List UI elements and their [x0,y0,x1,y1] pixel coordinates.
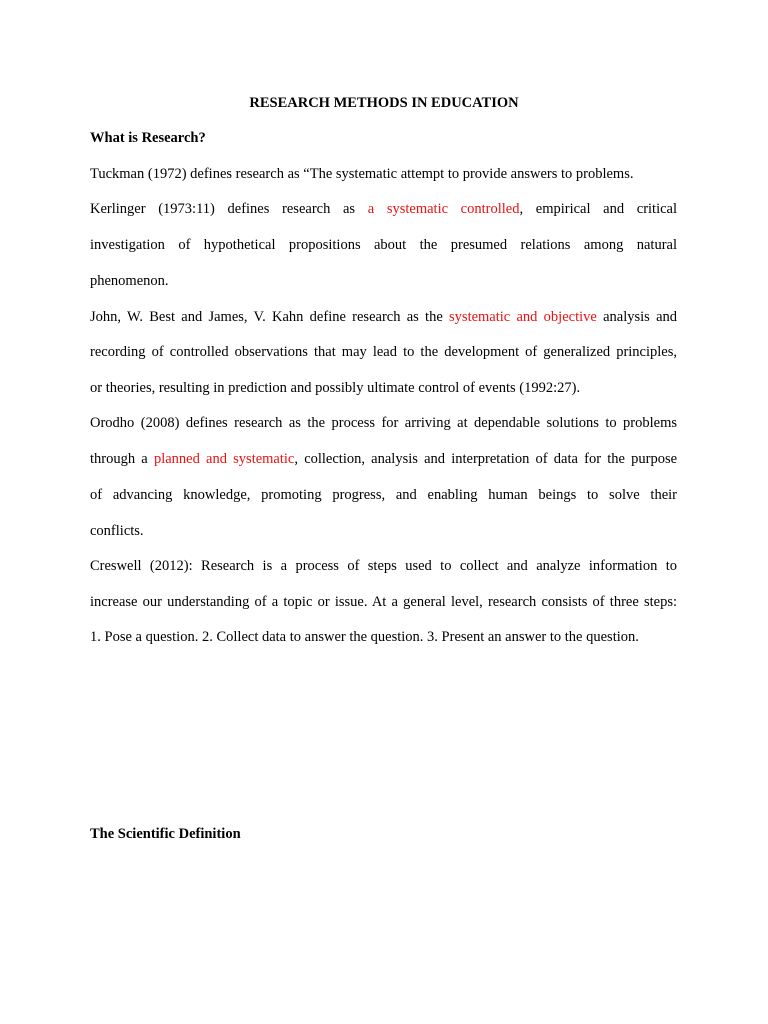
best-kahn-text: John, W. Best and James, V. Kahn define research as the [90,309,450,325]
kerlinger-text: Kerlinger (1973:11) defines research as [90,201,368,217]
kerlinger-line-1 [90,200,677,218]
kerlinger-text: , empirical and critical [519,201,678,217]
document-title: RESEARCH METHODS IN EDUCATION [249,95,519,111]
highlighted-phrase: planned and systematic [153,451,295,467]
best-kahn-text: analysis and [596,309,678,325]
kerlinger-line-2: investigation of hypothetical propositions about the presumed relations among natural [90,237,677,253]
creswell-line-2: increase our understanding of a topic or issue. At a general level, research consists of three steps: [90,594,677,610]
orodho-text: through a [90,451,154,467]
highlighted-phrase: systematic and objective [449,309,597,325]
heading-what-is-research: What is Research? [90,130,206,146]
best-kahn-line-3: or theories, resulting in prediction and possibly ultimate control of events (1992:27). [90,380,581,396]
best-kahn-line-2: recording of controlled observations that may lead to the development of generalized principles, [90,344,677,360]
creswell-line-3: 1. Pose a question. 2. Collect data to answer the question. 3. Present an answer to the question. [90,629,639,645]
highlighted-phrase: a systematic controlled [367,201,520,217]
tuckman-line-1: Tuckman (1972) defines research as “The systematic attempt to provide answers to problems. [90,166,634,182]
orodho-line-4: conflicts. [90,523,144,539]
creswell-line-1: Creswell (2012): Research is a process of steps used to collect and analyze information to [90,558,677,574]
orodho-line-3: of advancing knowledge, promoting progress, and enabling human beings to solve their [90,487,677,503]
kerlinger-line-3: phenomenon. [90,273,169,289]
heading-scientific-definition: The Scientific Definition [90,826,241,842]
orodho-line-2 [90,450,677,468]
orodho-line-1: Orodho (2008) defines research as the process for arriving at dependable solutions to problems [90,415,677,431]
orodho-text: , collection, analysis and interpretation of data for the purpose [294,451,678,467]
best-kahn-line-1 [90,308,677,326]
